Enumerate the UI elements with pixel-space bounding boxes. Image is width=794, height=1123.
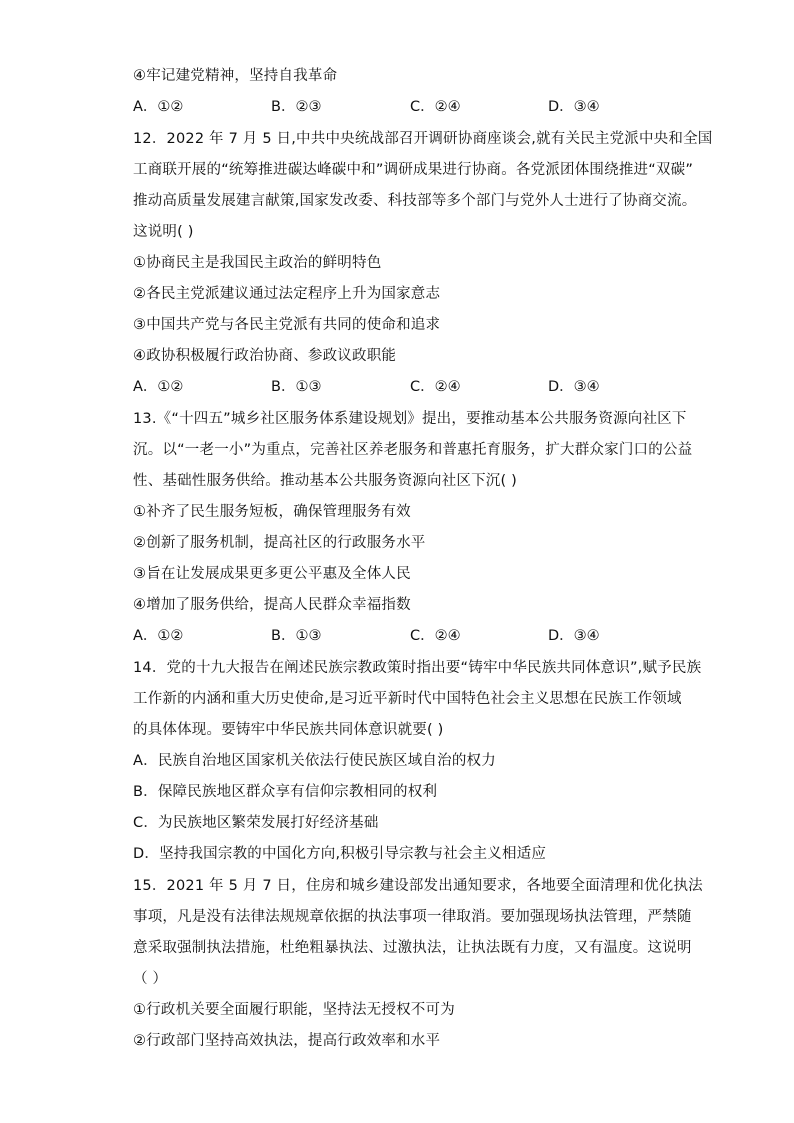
choice-b: B．保障民族地区群众享有信仰宗教相同的权利 [133, 784, 438, 800]
option-d: D．③④ [548, 379, 600, 395]
statement-4: ④增加了服务供给，提高人民群众幸福指数 [133, 597, 411, 613]
option-c: C．②④ [410, 628, 461, 644]
text-line: 沉。以“一老一小”为重点，完善社区养老服务和普惠托育服务，扩大群众家门口的公益 [133, 442, 693, 458]
text-line: 的具体体现。要铸牢中华民族共同体意识就要( ) [133, 722, 444, 738]
choice-d: D．坚持我国宗教的中国化方向,积极引导宗教与社会主义相适应 [133, 846, 547, 862]
statement-3: ③旨在让发展成果更多更公平惠及全体人民 [133, 566, 411, 582]
option-c: C．②④ [410, 379, 461, 395]
statement-1: ①协商民主是我国民主政治的鲜明特色 [133, 255, 382, 271]
option-a: A．①② [133, 379, 184, 395]
statement-2: ②创新了服务机制，提高社区的行政服务水平 [133, 535, 426, 551]
option-b: B．①③ [271, 628, 322, 644]
statement-2: ②各民主党派建议通过法定程序上升为国家意志 [133, 286, 441, 302]
statement-2: ②行政部门坚持高效执法，提高行政效率和水平 [133, 1033, 441, 1049]
question-14-text: 14．党的十九大报告在阐述民族宗教政策时指出要“铸牢中华民族共同体意识”,赋予民族 [133, 660, 702, 676]
text-line: 工作新的内涵和重大历史使命,是习近平新时代中国特色社会主义思想在民族工作领域 [133, 691, 682, 707]
choice-a: A．民族自治地区国家机关依法行使民族区域自治的权力 [133, 753, 496, 769]
option-a: A．①② [133, 628, 184, 644]
option-d: D．③④ [548, 99, 600, 115]
option-b: B．①③ [271, 379, 322, 395]
answer-blank: （ ） [133, 971, 168, 987]
text-line: 性、基础性服务供给。推动基本公共服务资源向社区下沉( ) [133, 473, 518, 489]
question-13-text: 13.《“十四五”城乡社区服务体系建设规划》提出，要推动基本公共服务资源向社区下 [133, 411, 687, 427]
text-line: 意采取强制执法措施，杜绝粗暴执法、过激执法，让执法既有力度，又有温度。这说明 [133, 940, 692, 956]
option-c: C．②④ [410, 99, 461, 115]
statement-1: ①补齐了民生服务短板，确保管理服务有效 [133, 504, 411, 520]
option-a: A．①② [133, 99, 184, 115]
option-b: B．②③ [271, 99, 322, 115]
text-line: 工商联开展的“统筹推进碳达峰碳中和”调研成果进行协商。各党派团体围绕推进“双碳” [133, 162, 694, 178]
text-line: 推动高质量发展建言献策,国家发改委、科技部等多个部门与党外人士进行了协商交流。 [133, 193, 697, 209]
statement-4: ④政协积极履行政治协商、参政议政职能 [133, 348, 397, 364]
question-12-text: 12．2022 年 7 月 5 日,中共中央统战部召开调研协商座谈会,就有关民主党派中央和全国 [133, 131, 713, 147]
text-line: ④牢记建党精神，坚持自我革命 [133, 68, 338, 84]
question-15-text: 15．2021 年 5 月 7 日，住房和城乡建设部发出通知要求，各地要全面清理和优化执法 [133, 878, 703, 894]
text-line: 事项，凡是没有法律法规规章依据的执法事项一律取消。要加强现场执法管理，严禁随 [133, 909, 692, 925]
statement-3: ③中国共产党与各民主党派有共同的使命和追求 [133, 317, 441, 333]
choice-c: C．为民族地区繁荣发展打好经济基础 [133, 815, 379, 831]
statement-1: ①行政机关要全面履行职能，坚持法无授权不可为 [133, 1002, 455, 1018]
option-d: D．③④ [548, 628, 600, 644]
text-line: 这说明( ) [133, 224, 194, 240]
